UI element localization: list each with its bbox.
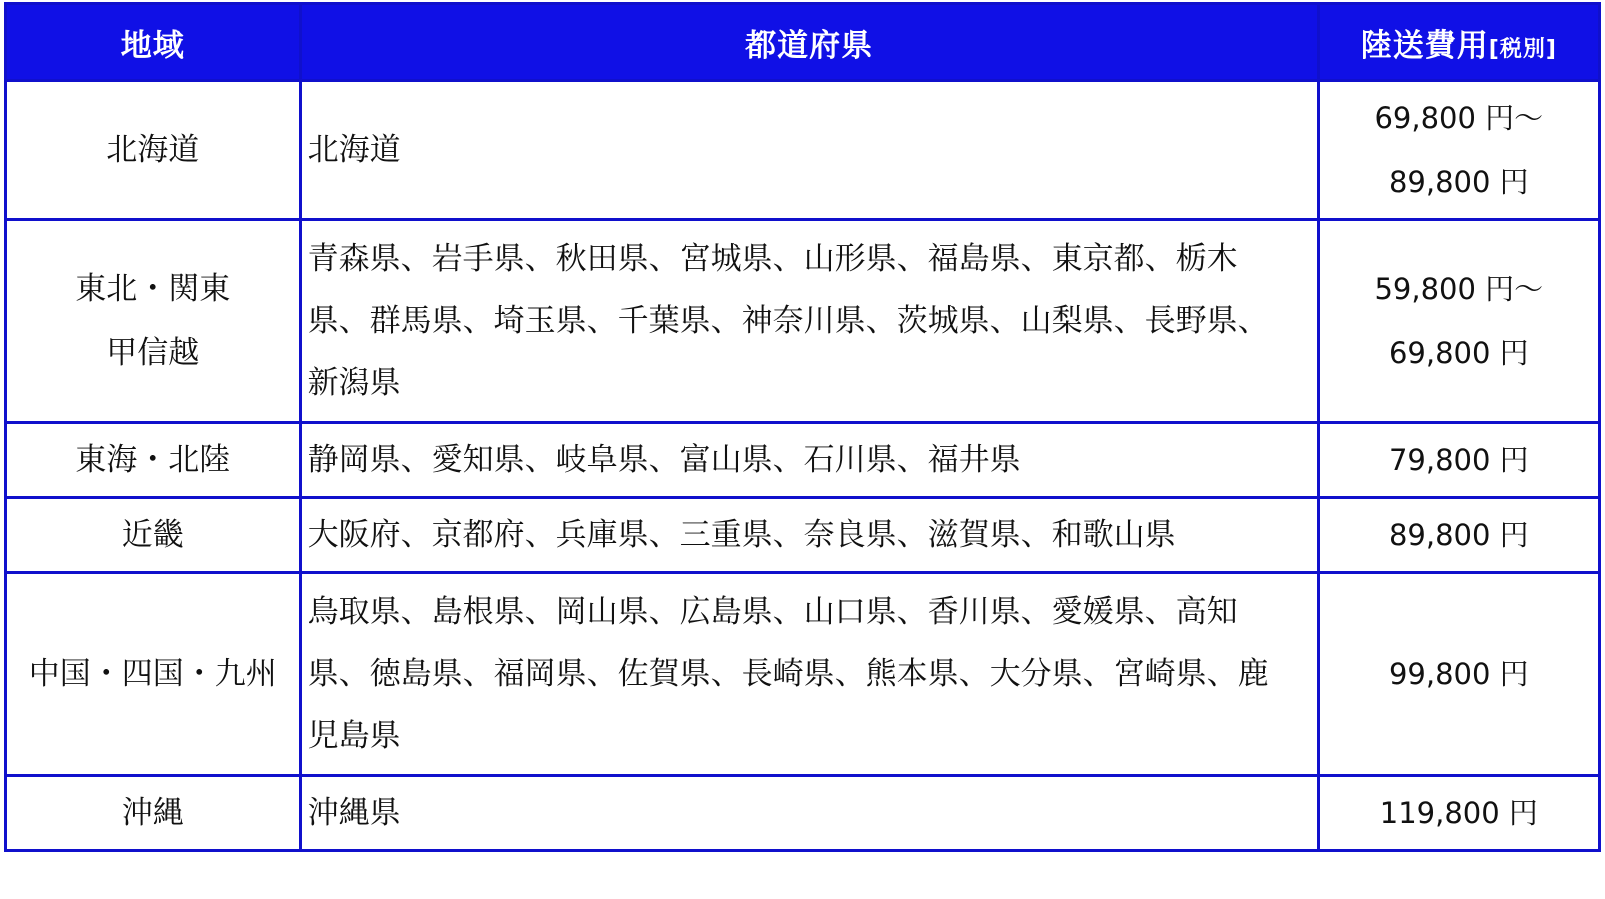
cost-value: 119,800 円 [1379, 796, 1538, 830]
cost-cell [1320, 82, 1598, 218]
region-cell [7, 499, 299, 571]
table-row [7, 499, 1598, 571]
table-row [7, 574, 1598, 774]
shipping-cost-table [4, 2, 1601, 852]
cost-cell [1320, 777, 1598, 849]
prefecture-cell: 静岡県、愛知県、岐阜県、富山県、石川県、福井県 [302, 424, 1317, 496]
prefecture-cell: 青森県、岩手県、秋田県、宮城県、山形県、福島県、東京都、栃木県、群馬県、埼玉県、千葉県、神奈川県、茨城県、山梨県、長野県、新潟県 [302, 221, 1317, 421]
region-label: 近畿 [121, 517, 184, 553]
region-cell [7, 574, 299, 774]
cost-cell [1320, 221, 1598, 421]
cost-value: 69,800 円 [1388, 336, 1529, 370]
table-row [7, 424, 1598, 496]
region-cell [7, 777, 299, 849]
cost-value: 89,800 円 [1388, 165, 1529, 199]
cost-cell [1320, 424, 1598, 496]
header-row [7, 5, 1598, 79]
region-cell [7, 82, 299, 218]
header-cost-note: [税別] [1488, 36, 1557, 62]
header-prefecture: 都道府県 [302, 5, 1317, 79]
header-region: 地域 [7, 5, 299, 79]
table-row [7, 82, 1598, 218]
header-cost [1320, 5, 1598, 79]
prefecture-cell: 沖縄県 [302, 777, 1317, 849]
prefecture-cell: 大阪府、京都府、兵庫県、三重県、奈良県、滋賀県、和歌山県 [302, 499, 1317, 571]
table-row [7, 221, 1598, 421]
prefecture-cell: 鳥取県、島根県、岡山県、広島県、山口県、香川県、愛媛県、高知県、徳島県、福岡県、佐賀県、長崎県、熊本県、大分県、宮崎県、鹿児島県 [302, 574, 1317, 774]
cost-value: 69,800 円～ [1374, 101, 1544, 135]
cost-value: 59,800 円～ [1374, 272, 1544, 306]
cost-value: 89,800 円 [1388, 518, 1529, 552]
cost-value: 99,800 円 [1388, 657, 1529, 691]
region-label: 東海・北陸 [75, 442, 231, 478]
table-row [7, 777, 1598, 849]
prefecture-cell: 北海道 [302, 82, 1317, 218]
cost-cell [1320, 574, 1598, 774]
region-label: 東北・関東 [75, 271, 231, 307]
cost-value: 79,800 円 [1388, 443, 1529, 477]
region-label: 沖縄 [121, 795, 184, 831]
region-cell [7, 221, 299, 421]
region-cell [7, 424, 299, 496]
header-cost-label: 陸送費用 [1360, 27, 1489, 64]
region-label: 北海道 [106, 132, 200, 168]
region-label: 甲信越 [106, 335, 200, 371]
cost-cell [1320, 499, 1598, 571]
region-label: 中国・四国・九州 [28, 656, 277, 692]
